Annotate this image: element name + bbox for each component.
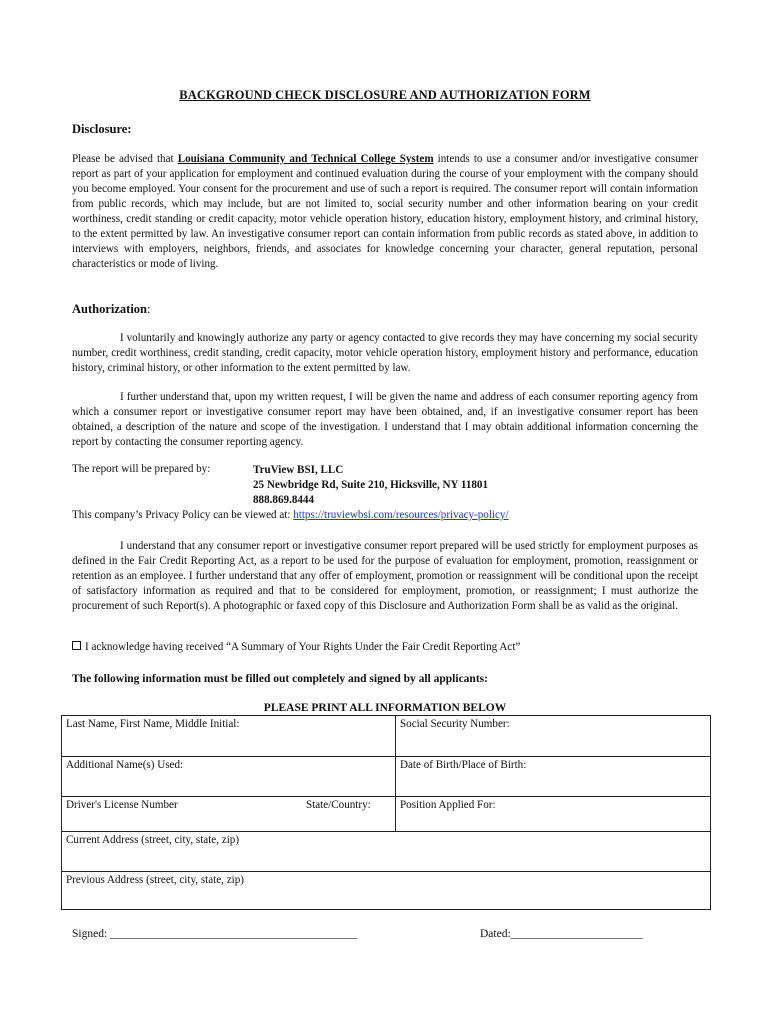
privacy-line (72, 509, 509, 521)
authorization-paragraph-1: I voluntarily and knowingly authorize any party or agency contacted to give records they may have concerning my social security number, credit worthiness, credit standing, credit capacity, motor vehicle operation history, employment history and performance, education history, criminal history, or other information to the extent permitted by law. (72, 332, 698, 374)
disclosure-intro: Please be advised that (72, 153, 178, 165)
prepared-by-label: The report will be prepared by: (72, 463, 211, 475)
authorization-paragraph-2: I further understand that, upon my written request, I will be given the name and address of each consumer reporting agency from which a consumer report or investigative consumer report may have been obtained, and, if an investigative consumer report has been obtained, a description of the nature and scope of the investigation. I understand that I may obtain additional information concerning the report by contacting the consumer reporting agency. (72, 391, 698, 448)
acknowledge-checkbox[interactable] (72, 641, 81, 650)
authorization-heading-text: Authorization (72, 302, 147, 316)
position-field[interactable]: Position Applied For: (400, 799, 496, 811)
ssn-field[interactable]: Social Security Number: (400, 718, 510, 730)
date-line[interactable]: Dated:_______________________ (480, 928, 643, 940)
authorization-paragraph-3: I understand that any consumer report or investigative consumer report prepared will be used strictly for employment purposes as defined in the Fair Credit Reporting Act, as a report to be used for the purpose of evaluation for employment, promotion, reassignment or retention as an employee. I further understand that any offer of employment, promotion or reassignment will be conditional upon the receipt of satisfactory information as required and that to be considered for employment, promotion, or reassignment; I must authorize the procurement of such Report(s). A photographic or faxed copy of this Disclosure and Authorization Form shall be as valid as the original. (72, 540, 698, 612)
applicant-info-grid (61, 715, 711, 910)
disclosure-paragraph (72, 152, 698, 272)
acknowledge-line (72, 641, 520, 653)
acknowledge-text: I acknowledge having received “A Summary of Your Rights Under the Fair Credit Reporting Act” (85, 641, 521, 653)
preparer-name: TruView BSI, LLC (253, 464, 344, 476)
license-field[interactable]: Driver's License Number (66, 799, 178, 811)
state-field[interactable]: State/Country: (306, 799, 371, 811)
dob-field[interactable]: Date of Birth/Place of Birth: (400, 759, 527, 771)
must-fill-notice: The following information must be filled out completely and signed by all applicants: (72, 673, 488, 685)
preparer-block (253, 463, 488, 508)
authorization-heading (72, 302, 150, 317)
previous-address-field[interactable]: Previous Address (street, city, state, zip) (66, 874, 244, 886)
signature-line[interactable]: Signed: ___________________________________________ (72, 928, 358, 940)
preparer-phone: 888.869.8444 (253, 494, 315, 506)
additional-names-field[interactable]: Additional Name(s) Used: (66, 759, 184, 771)
preparer-address: 25 Newbridge Rd, Suite 210, Hicksville, NY 11801 (253, 479, 489, 491)
company-name: Louisiana Community and Technical College System (177, 153, 434, 165)
current-address-field[interactable]: Current Address (street, city, state, zip) (66, 834, 240, 846)
print-header: PLEASE PRINT ALL INFORMATION BELOW (263, 702, 507, 714)
authorization-colon: : (147, 302, 151, 316)
privacy-label: This company’s Privacy Policy can be viewed at: (72, 509, 294, 521)
disclosure-heading: Disclosure: (72, 122, 132, 136)
privacy-policy-link[interactable]: https://truviewbsi.com/resources/privacy-policy/ (293, 509, 509, 521)
name-field[interactable]: Last Name, First Name, Middle Initial: (66, 718, 240, 730)
form-title: BACKGROUND CHECK DISCLOSURE AND AUTHORIZATION FORM (179, 88, 591, 102)
disclosure-body: intends to use a consumer and/or investigative consumer report as part of your application for employment and continued evaluation during the course of your employment with the company should you become employed. Your consent for the procurement and use of such a report is required. The consumer report will contain information from public records, which may include, but are not limited to, social security number and other information bearing on your credit worthiness, credit standing or credit capacity, motor vehicle operation history, education history, employment history, and criminal history, to the extent permitted by law. An investigative consumer report can contain information from public records as stated above, in addition to interviews with employers, neighbors, friends, and associates for knowledge concerning your character, general reputation, personal characteristics or mode of living. (72, 153, 698, 270)
